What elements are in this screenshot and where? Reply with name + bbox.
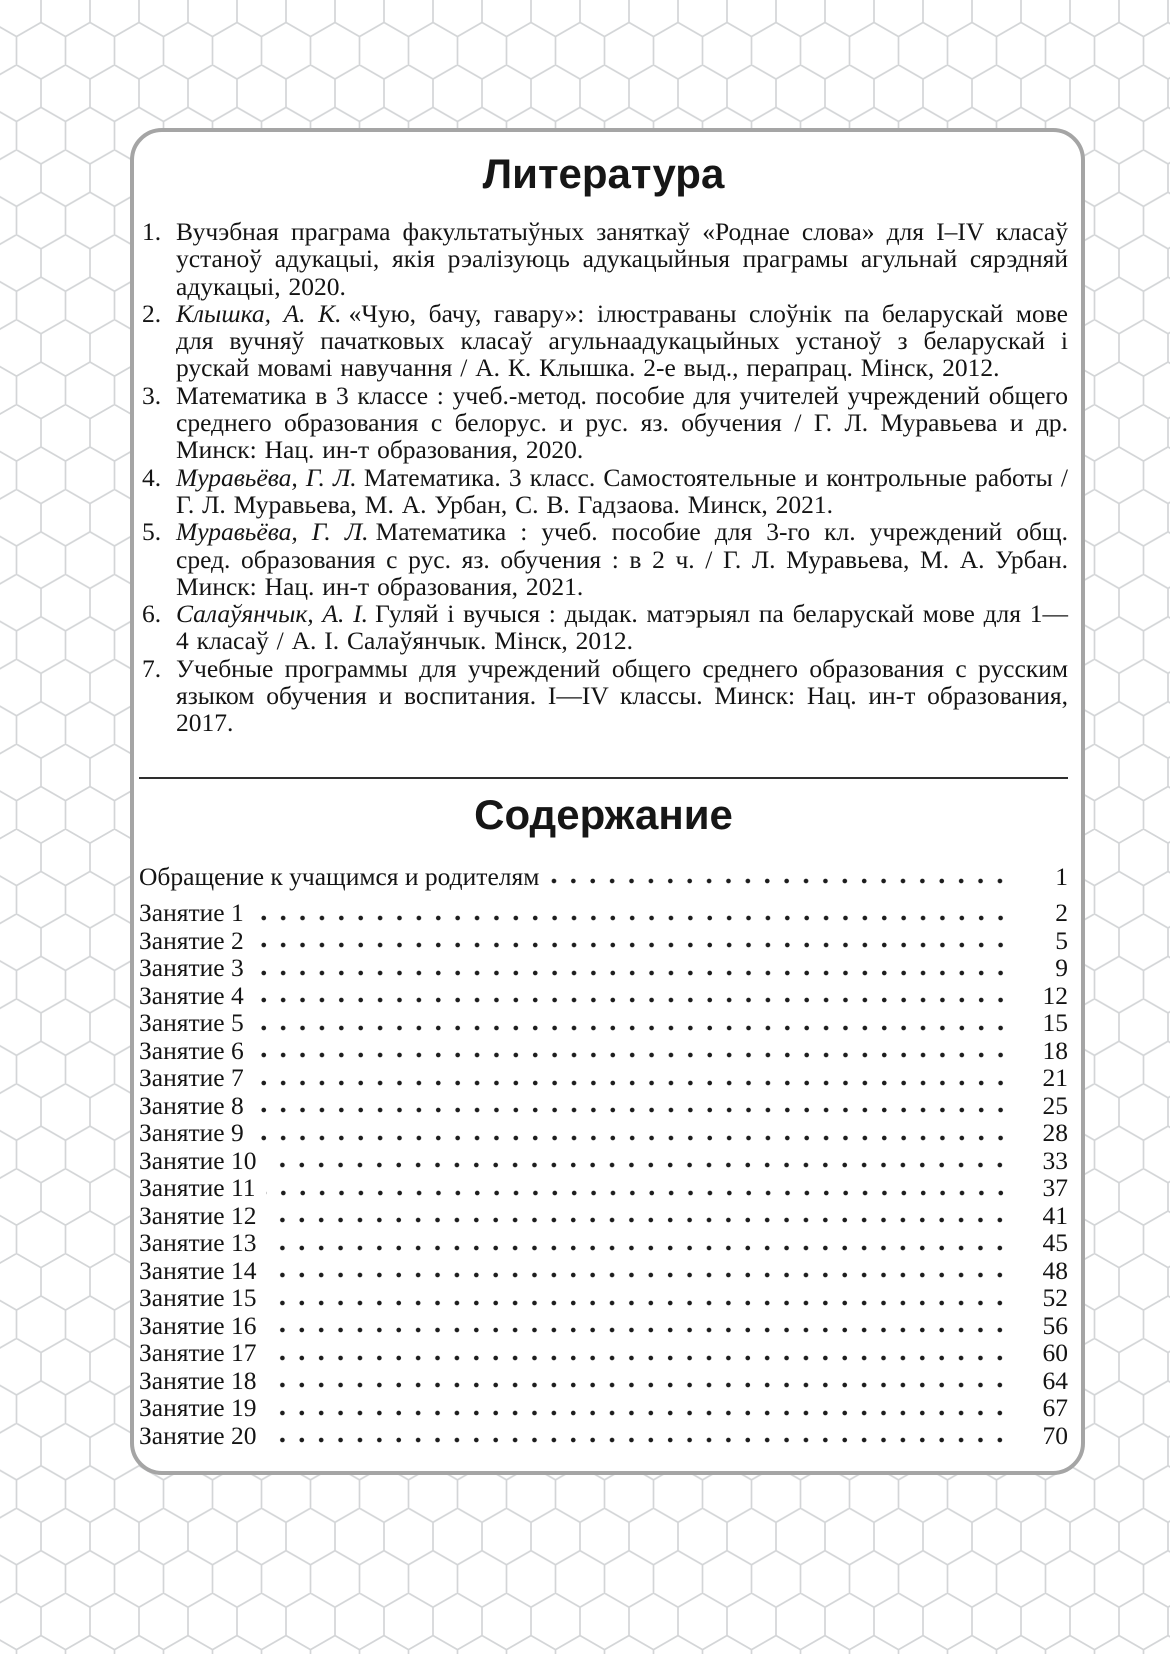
toc-dot-leader-icon — [266, 1382, 1010, 1388]
toc-dot-leader-icon — [266, 1437, 1010, 1443]
toc-dot-leader-icon — [254, 1052, 1010, 1058]
toc-entry-page: 33 — [1042, 1145, 1068, 1175]
toc-entry-page: 56 — [1042, 1310, 1068, 1340]
toc-entry-page: 18 — [1042, 1035, 1068, 1065]
toc-dot-leader-icon — [254, 1025, 1010, 1031]
literature-title: Литература — [482, 150, 725, 197]
contents-title: Содержание — [474, 790, 733, 838]
toc-entry — [139, 1037, 1068, 1065]
bibliography-item-author: Клышка, А. К. — [176, 298, 342, 328]
bibliography-item — [139, 300, 1068, 382]
toc-entry — [139, 1064, 1068, 1092]
bibliography-item-number: 3. — [142, 380, 162, 410]
toc-entry — [139, 1367, 1068, 1395]
toc-dot-leader-icon — [266, 1355, 1010, 1361]
toc-entry-label: Занятие 16 — [139, 1310, 257, 1340]
table-of-contents — [139, 863, 1068, 1450]
toc-entry-label: Занятие 15 — [139, 1283, 257, 1313]
toc-entry-label: Занятие 2 — [139, 925, 244, 955]
toc-dot-leader-icon — [254, 997, 1010, 1003]
bibliography-item-author: Муравьёва, Г. Л. — [176, 517, 369, 547]
toc-dot-leader-icon — [266, 1162, 1010, 1168]
toc-entry — [139, 863, 1068, 891]
bibliography-item-number: 6. — [142, 599, 162, 629]
toc-entry — [139, 1394, 1068, 1422]
toc-entry-label: Занятие 20 — [139, 1420, 257, 1450]
bibliography-item-number: 2. — [142, 298, 162, 328]
toc-entry — [139, 1339, 1068, 1367]
toc-entry — [139, 1202, 1068, 1230]
toc-entry-label: Занятие 6 — [139, 1035, 244, 1065]
toc-entry-label: Занятие 18 — [139, 1365, 257, 1395]
toc-entry-page: 28 — [1042, 1118, 1068, 1148]
bibliography-item-text: «Чую, бачу, гавару»: ілюстраваны слоўнік па беларускай мове для вучняў пачатковых класаў агульнаадукацыйных устаноў з беларускай і рускай мовамі навучання / А. К. Клышка. 2-е выд., перапрац. Мінск, 2012. — [176, 298, 1068, 383]
toc-entry — [139, 1009, 1068, 1037]
toc-entry-page: 60 — [1042, 1338, 1068, 1368]
bibliography-list — [139, 218, 1068, 737]
toc-dot-leader-icon — [266, 1300, 1010, 1306]
bibliography-item-text: Учебные программы для учреждений общего среднего образования с русским языком обучения и воспитания. I—IV классы. Минск: Нац. ин-т образования, 2017. — [176, 653, 1068, 738]
toc-entry-label: Занятие 7 — [139, 1063, 244, 1093]
toc-entry-page: 25 — [1042, 1090, 1068, 1120]
toc-entry-page: 15 — [1042, 1008, 1068, 1038]
toc-entry — [139, 1257, 1068, 1285]
bibliography-item-number: 1. — [142, 217, 162, 246]
toc-entry — [139, 1229, 1068, 1257]
bibliography-item — [139, 600, 1068, 655]
toc-dot-leader-icon — [266, 1272, 1010, 1278]
toc-entry-label: Занятие 13 — [139, 1228, 257, 1258]
toc-entry — [139, 1119, 1068, 1147]
toc-entry — [139, 1312, 1068, 1340]
toc-entry-label: Занятие 5 — [139, 1008, 244, 1038]
toc-dot-leader-icon — [266, 1190, 1010, 1196]
bibliography-item — [139, 382, 1068, 464]
bibliography-item-text: Математика. 3 класс. Самостоятельные и контрольные работы / Г. Л. Муравьева, М. А. Урбан, С. В. Гадзаова. Минск, 2021. — [176, 462, 1068, 519]
toc-entry-page: 70 — [1042, 1420, 1068, 1450]
toc-entry-label: Занятие 1 — [139, 898, 244, 928]
toc-dot-leader-icon — [254, 970, 1010, 976]
toc-entry — [139, 927, 1068, 955]
toc-dot-leader-icon — [266, 1217, 1010, 1223]
bibliography-item-number: 7. — [142, 653, 162, 683]
toc-entry-label: Занятие 3 — [139, 953, 244, 983]
toc-entry-label: Занятие 12 — [139, 1200, 257, 1230]
toc-entry-label: Занятие 4 — [139, 980, 244, 1010]
toc-entry-page: 2 — [1055, 898, 1068, 928]
toc-entry-page: 67 — [1042, 1393, 1068, 1423]
toc-dot-leader-icon — [266, 1327, 1010, 1333]
toc-entry-label: Занятие 11 — [139, 1173, 256, 1203]
bibliography-item-text: Математика : учеб. пособие для 3-го кл. учреждений общ. сред. образования с рус. яз. обучения : в 2 ч. / Г. Л. Муравьева, М. А. Урбан. Минск: Нац. ин-т образования, 2021. — [176, 517, 1068, 601]
bibliography-item-text: Гуляй і вучыся : дыдак. матэрыял па беларускай мове для 1—4 класаў / А. І. Салаўянчык. Мінск, 2012. — [176, 599, 1068, 656]
toc-entry-label: Занятие 8 — [139, 1090, 244, 1120]
toc-entry-label: Обращение к учащимся и родителям — [139, 861, 540, 891]
toc-entry-page: 37 — [1042, 1173, 1068, 1203]
bibliography-item-number: 4. — [142, 462, 162, 492]
toc-entry-page: 1 — [1055, 861, 1068, 891]
bibliography-item-author: Муравьёва, Г. Л. — [176, 462, 357, 492]
toc-dot-leader-icon — [254, 1107, 1010, 1113]
toc-dot-leader-icon — [266, 1410, 1010, 1416]
toc-entry-label: Занятие 19 — [139, 1393, 257, 1423]
toc-entry-page: 12 — [1042, 980, 1068, 1010]
toc-entry-label: Занятие 9 — [139, 1118, 244, 1148]
bibliography-item — [139, 655, 1068, 737]
toc-dot-leader-icon — [254, 915, 1010, 921]
page-card — [130, 128, 1085, 1475]
toc-entry — [139, 954, 1068, 982]
bibliography-item-text: Вучэбная праграма факультатыўных заняткаў «Роднае слова» для I–IV класаў устаноў адукацыі, якія рэалізуюць адукацыйныя праграмы агульнай сярэдняй адукацыі, 2020. — [176, 217, 1068, 301]
toc-entry — [139, 1174, 1068, 1202]
toc-entry — [139, 982, 1068, 1010]
toc-entry — [139, 1092, 1068, 1120]
toc-entry-page: 21 — [1042, 1063, 1068, 1093]
toc-entry-label: Занятие 10 — [139, 1145, 257, 1175]
toc-entry-page: 52 — [1042, 1283, 1068, 1313]
toc-dot-leader-icon — [254, 1135, 1010, 1141]
bibliography-item-author: Салаўянчык, А. І. — [176, 599, 368, 629]
bibliography-item-text: Математика в 3 классе : учеб.-метод. пособие для учителей учреждений общего среднего образования с белорус. и рус. яз. обучения / Г. Л. Муравьева и др. Минск: Нац. ин-т образования, 2020. — [176, 380, 1068, 465]
toc-dot-leader-icon — [254, 942, 1010, 948]
bibliography-item-number: 5. — [142, 517, 162, 547]
section-divider — [139, 777, 1068, 779]
toc-dot-leader-icon — [549, 878, 1010, 884]
bibliography-item — [139, 218, 1068, 300]
toc-dot-leader-icon — [254, 1080, 1010, 1086]
toc-entry — [139, 1422, 1068, 1450]
toc-entry-page: 9 — [1055, 953, 1068, 983]
toc-entry-label: Занятие 17 — [139, 1338, 257, 1368]
toc-entry — [139, 1147, 1068, 1175]
toc-dot-leader-icon — [266, 1245, 1010, 1251]
toc-entry — [139, 899, 1068, 927]
toc-entry-page: 45 — [1042, 1228, 1068, 1258]
toc-entry-page: 48 — [1042, 1255, 1068, 1285]
toc-entry-page: 41 — [1042, 1200, 1068, 1230]
bibliography-item — [139, 464, 1068, 519]
toc-entry — [139, 1284, 1068, 1312]
toc-entry-label: Занятие 14 — [139, 1255, 257, 1285]
toc-entry-page: 64 — [1042, 1365, 1068, 1395]
toc-entry-page: 5 — [1055, 925, 1068, 955]
bibliography-item — [139, 518, 1068, 600]
